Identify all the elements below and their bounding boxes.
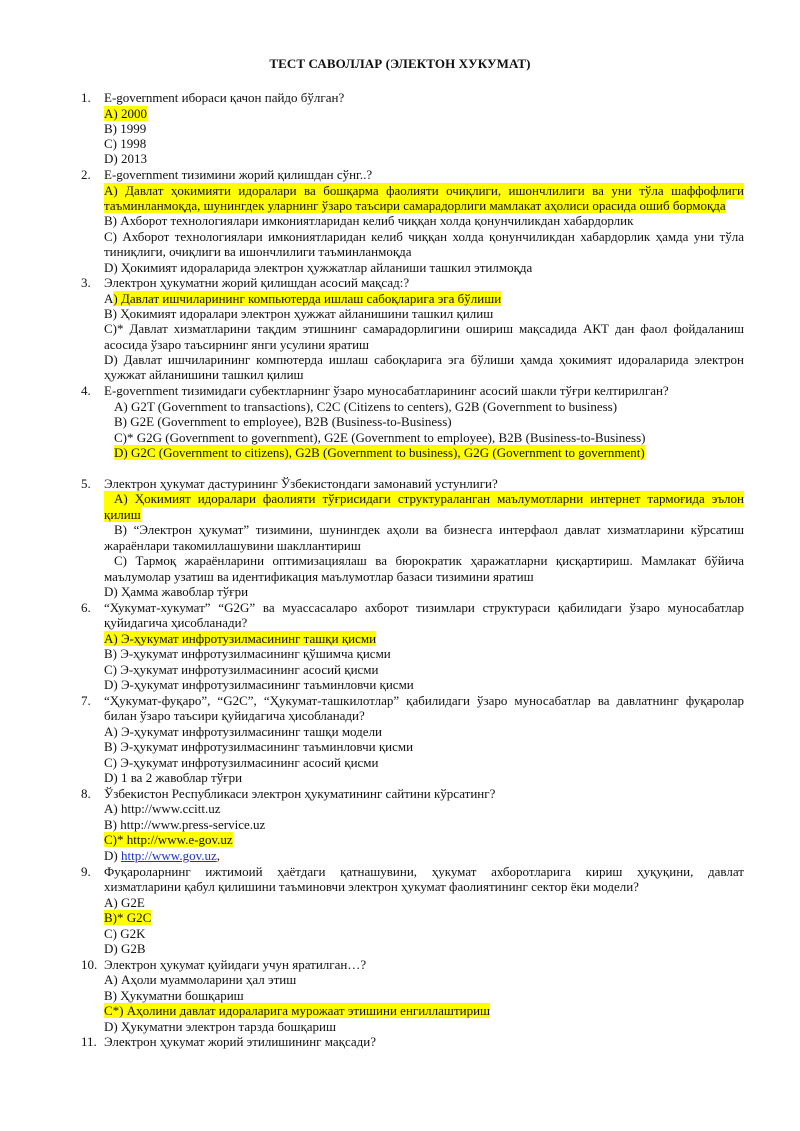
- answer-option-highlighted: ) Давлат ишчиларининг компьютерда ишлаш сабоқларига эга бўлиши: [113, 291, 502, 306]
- question-text: Электрон ҳукуматни жорий қилишдан асосий мақсад:?: [104, 275, 410, 290]
- answer-option-highlighted: C)* http://www.e-gov.uz: [104, 832, 233, 847]
- page-title: ТЕСТ САВОЛЛАР (ЭЛЕКТОН ХУКУМАТ): [269, 56, 531, 71]
- answer-option-highlighted: A) Давлат ҳокимияти идоралари ва бошқарма фаолияти очиқлиги, ишончлилиги ва уни тўла шаффофлиги: [104, 183, 744, 198]
- question-number: 11.: [81, 1034, 97, 1049]
- answer-option-highlighted: D) G2C (Government to citizens), G2B (Government to business), G2G (Government to government): [114, 445, 645, 460]
- answer-option: A) Э-ҳукумат инфротузилмасининг ташқи модели: [104, 724, 383, 739]
- answer-option-letter: D): [104, 848, 121, 863]
- answer-option: D) 2013: [104, 151, 147, 166]
- answer-option: A) http://www.ccitt.uz: [104, 801, 221, 816]
- answer-option: C) Э-ҳукумат инфротузилмасининг асосий қисми: [104, 662, 379, 677]
- answer-option-letter: A: [104, 291, 114, 306]
- question-number: 1.: [81, 90, 91, 105]
- question-number: 10.: [81, 957, 98, 972]
- answer-option: D) Ҳамма жавоблар тўғри: [104, 584, 249, 599]
- answer-option-highlighted: B)* G2C: [104, 910, 152, 925]
- answer-option: A) Аҳоли муаммоларини ҳал этиш: [104, 972, 297, 987]
- answer-option: асосида ўзаро таъсирнинг янги усулини яратиш: [104, 337, 370, 352]
- answer-option-highlighted: A) Э-ҳукумат инфротузилмасининг ташқи қисми: [104, 631, 377, 646]
- answer-option: C) Ахборот технологиялари имкониятларидан келиб чиққан холда қонунчиликдан хабардорлик ҳамда уни тўла: [104, 229, 744, 244]
- question-text: Фуқароларнинг ижтимоий ҳаётдаги қатнашувини, ҳукумат ахборотларига кириш ҳуқуқини, давлат: [104, 864, 744, 879]
- answer-option-highlighted: қилиш: [104, 507, 141, 522]
- answer-option: B) Э-ҳукумат инфротузилмасининг таъминловчи қисми: [104, 739, 414, 754]
- answer-option: B) Ҳокимият идоралари электрон ҳужжат айланишини ташкил қилиш: [104, 306, 494, 321]
- question-number: 2.: [81, 167, 91, 182]
- question-number: 9.: [81, 864, 91, 879]
- answer-option: D) Ҳукуматни электрон тарзда бошқариш: [104, 1019, 337, 1034]
- answer-option: тиниқлиги, очиқлиги ва ишончлилиги таъминланмоқда: [104, 244, 412, 259]
- answer-option: жараёнлари такомиллашувини шакллантириш: [104, 538, 361, 553]
- answer-option: C)* Давлат хизматларини тақдим этишнинг самарадорлигини ошириш мақсадида АКТ дан фаол фойдаланиш: [104, 321, 744, 336]
- question-text: Электрон ҳукумат дастурининг Ўзбекистондаги замонавий устунлиги?: [104, 476, 498, 491]
- answer-option: B) Ҳукуматни бошқариш: [104, 988, 244, 1003]
- answer-option: C) G2K: [104, 926, 146, 941]
- punctuation: ,: [216, 848, 221, 863]
- question-number: 8.: [81, 786, 91, 801]
- question-text: E-government тизимини жорий қилишдан сўнг..?: [104, 167, 373, 182]
- answer-option: B) “Электрон ҳукумат” тизимини, шунингдек аҳоли ва бизнесга интерфаол давлат хизматларини кўрсатиш: [114, 522, 744, 537]
- question-number: 3.: [81, 275, 91, 290]
- answer-option: A) G2T (Government to transactions), C2C (Citizens to centers), G2B (Government to business): [114, 399, 618, 414]
- question-text: “Хукумат-хукумат” “G2G” ва муассасаларо ахборот тизимлари структураси қабилидаги ўзаро муносабатлар: [104, 600, 744, 615]
- answer-option-highlighted: А) Ҳокимият идоралари фаолияти тўғрисидаги структураланган маълумотларни интернет тармоғида эълон: [104, 491, 744, 507]
- question-text: Ўзбекистон Республикаси электрон ҳукуматининг сайтини кўрсатинг?: [104, 786, 496, 801]
- answer-option: ҳужжат айланишини ташкил қилиш: [104, 367, 304, 382]
- question-text: Электрон ҳукумат жорий этилишининг мақсади?: [104, 1034, 376, 1049]
- answer-option: A) G2E: [104, 895, 145, 910]
- website-link[interactable]: http://www.gov.uz: [120, 848, 217, 863]
- question-text: E-government ибораси қачон пайдо бўлган?: [104, 90, 345, 105]
- question-number: 5.: [81, 476, 91, 491]
- answer-option: D) Давлат ишчиларининг компютерда ишлаш сабоқларига эга бўлиши ҳамда ҳокимият идораларида электрон: [104, 352, 744, 367]
- answer-option: B) 1999: [104, 121, 147, 136]
- question-number: 6.: [81, 600, 91, 615]
- question-text: E-government тизимидаги субектларнинг ўзаро муносабатларининг асосий шакли тўғри келтирилган?: [104, 383, 669, 398]
- answer-option: C) Тармоқ жараёнларини оптимизациялаш ва бюрократик ҳаражатларни қисқартириш. Мамлакат бўйича: [114, 553, 744, 568]
- answer-option: D) 1 ва 2 жавоблар тўғри: [104, 770, 243, 785]
- question-text-continued: хизматларини қабул қилишини таъминовчи электрон ҳукумат фаолиятининг сектор ёки модели?: [104, 879, 639, 894]
- answer-option: D) G2B: [104, 941, 146, 956]
- question-number: 4.: [81, 383, 91, 398]
- question-text: “Ҳукумат-фуқаро”, “G2C”, “Ҳукумат-ташкилотлар” қабилидаги ўзаро муносабатлар ва давлатнинг фуқаролар: [104, 693, 744, 708]
- answer-option: D) Ҳокимият идораларида электрон ҳужжатлар айланиши ташкил этилмоқда: [104, 260, 533, 275]
- question-number: 7.: [81, 693, 91, 708]
- answer-option: B) Э-ҳукумат инфротузилмасининг қўшимча қисми: [104, 646, 391, 661]
- answer-option: C) Э-ҳукумат инфротузилмасининг асосий қисми: [104, 755, 379, 770]
- answer-option-highlighted: таъминланмоқда, шунингдек уларнинг ўзаро таъсири самарадорлиги мамлакат аҳолиси орасида ошиб бормоқда: [104, 198, 726, 213]
- question-text-continued: билан ўзаро таъсири қуйидагича ҳисобланади?: [104, 708, 365, 723]
- question-text-continued: қуйидагича ҳисобланади?: [104, 615, 248, 630]
- answer-option: B) G2E (Government to employee), B2B (Business-to-Business): [114, 414, 452, 429]
- answer-option: маълумолар узатиш ва идентификация маълумотлар базаси тизимини яратиш: [104, 569, 534, 584]
- question-text: Электрон ҳукумат қуйидаги учун яратилган…?: [104, 957, 367, 972]
- answer-option: C)* G2G (Government to government), G2E (Government to employee), B2B (Business-to-Business): [114, 430, 646, 445]
- answer-option: D) Э-ҳукумат инфротузилмасининг таъминловчи қисми: [104, 677, 414, 692]
- answer-option: B) Ахборот технологиялари имкониятларидан келиб чиққан холда қонунчиликдан хабардорлик: [104, 213, 634, 228]
- answer-option-highlighted: A) 2000: [104, 106, 147, 121]
- answer-option: B) http://www.press-service.uz: [104, 817, 266, 832]
- answer-option-highlighted: C*) Аҳолини давлат идораларига мурожаат этишини енгиллаштириш: [104, 1003, 491, 1018]
- answer-option: C) 1998: [104, 136, 147, 151]
